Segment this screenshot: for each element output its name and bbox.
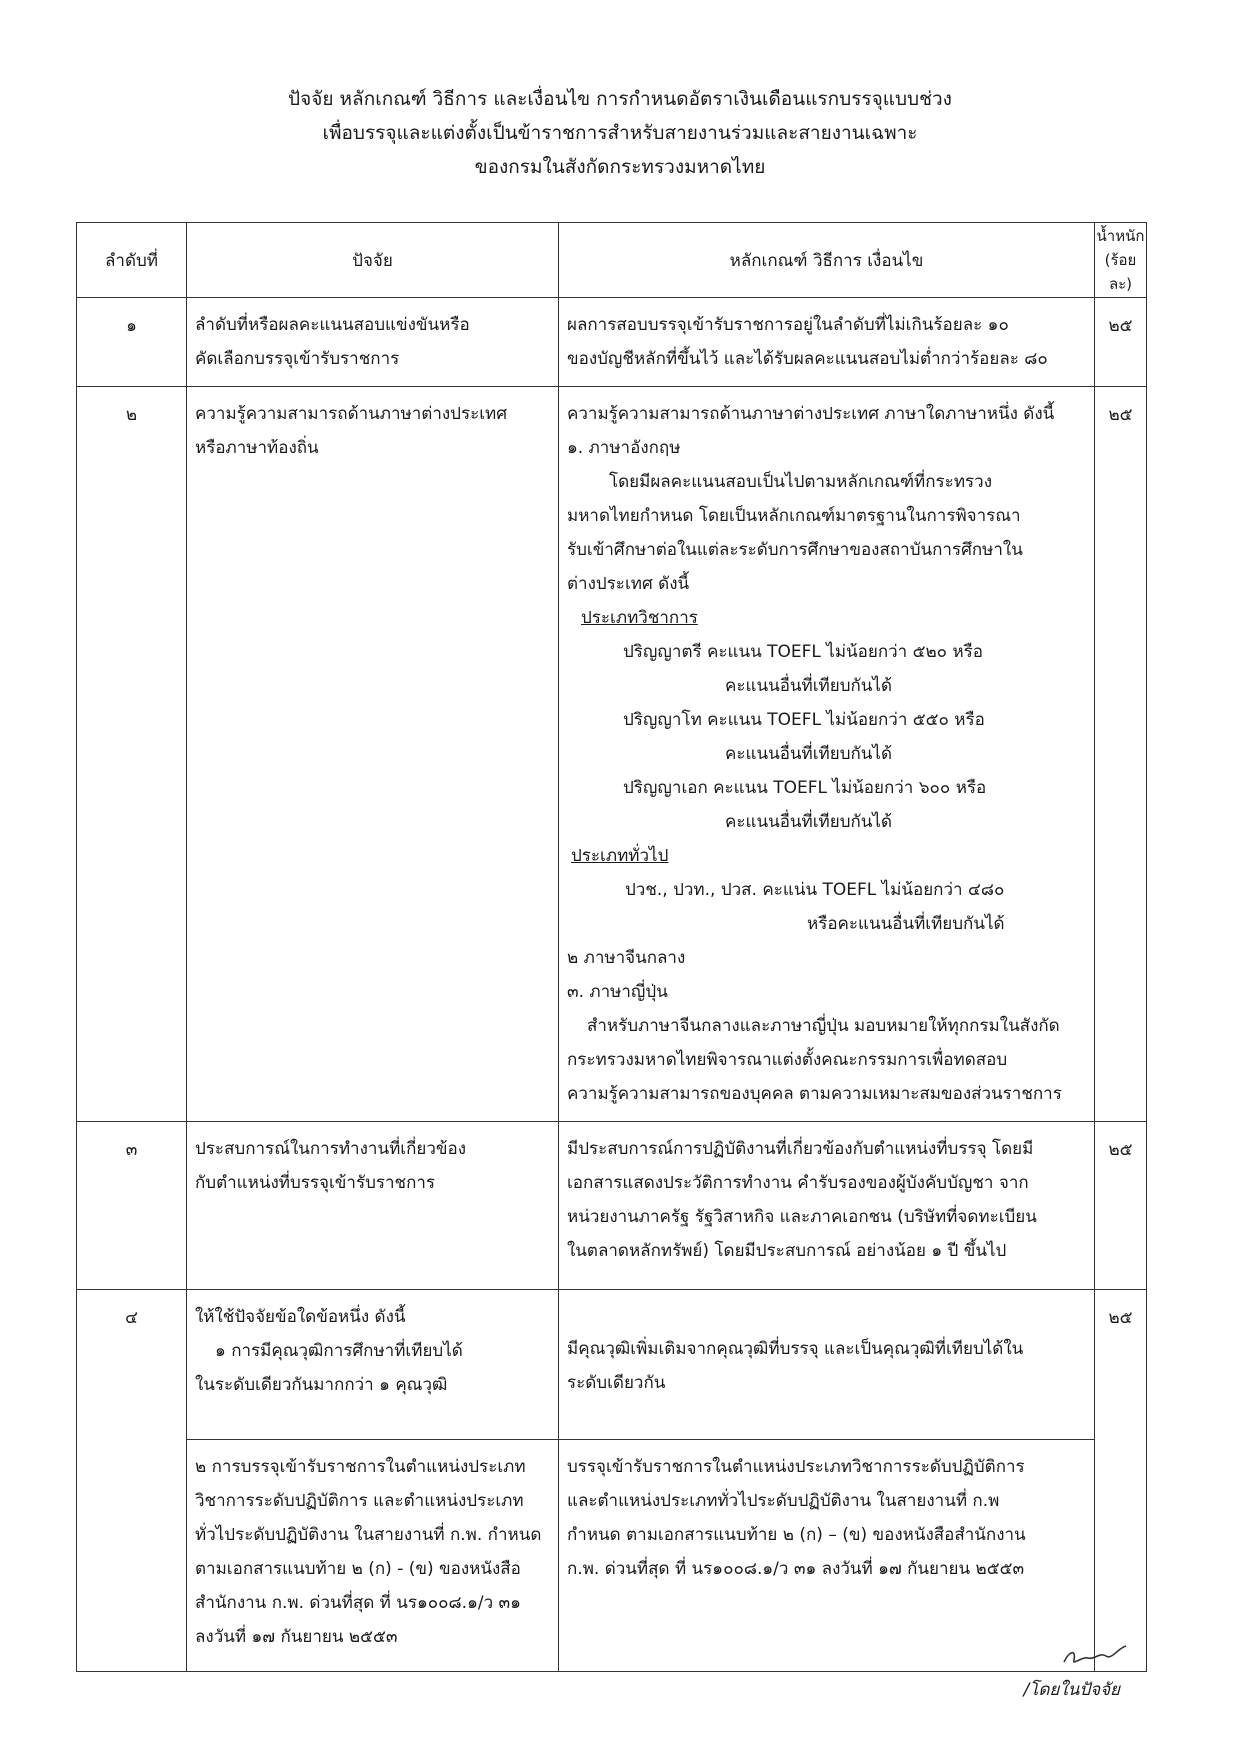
header-no: ลำดับที่ bbox=[77, 223, 187, 298]
row-number: ๒ bbox=[77, 387, 187, 1122]
title-line-1: ปัจจัย หลักเกณฑ์ วิธีการ และเงื่อนไข การกำหนดอัตราเงินเดือนแรกบรรจุแบบช่วง bbox=[288, 88, 952, 110]
row-factor: ให้ใช้ปัจจัยข้อใดข้อหนึ่ง ดังนี้ ๑ การมีคุณวุฒิการศึกษาที่เทียบได้ ในระดับเดียวกันมากกว่า ๑ คุณวุฒิ bbox=[187, 1290, 559, 1440]
row-sub-criteria: บรรจุเข้ารับราชการในตำแหน่งประเภทวิชาการระดับปฏิบัติการ และตำแหน่งประเภททั่วไประดับปฏิบัติงาน ในสายงานที่ ก.พ กำหนด ตามเอกสารแนบท้าย ๒ (ก) – (ข) ของหนังสือสำนักงาน ก.พ. ด่วนที่สุด ที่ นร๑๐๐๘.๑/ว ๓๑ ลงวันที่ ๑๗ กันยายน ๒๕๕๓ bbox=[559, 1440, 1095, 1672]
header-weight: น้ำหนัก (ร้อยละ) bbox=[1095, 223, 1147, 298]
row-weight: ๒๕ bbox=[1095, 387, 1147, 1122]
row-weight: ๒๕ bbox=[1095, 298, 1147, 387]
row-factor: ลำดับที่หรือผลคะแนนสอบแข่งขันหรือ คัดเลือกบรรจุเข้ารับราชการ bbox=[187, 298, 559, 387]
header-factor: ปัจจัย bbox=[187, 223, 559, 298]
criteria-table bbox=[76, 222, 1147, 1672]
row-sub-factor: ๒ การบรรจุเข้ารับราชการในตำแหน่งประเภท วิชาการระดับปฏิบัติการ และตำแหน่งประเภท ทั่วไประดับปฏิบัติงาน ในสายงานที่ ก.พ. กำหนด ตามเอกสารแนบท้าย ๒ (ก) - (ข) ของหนังสือ สำนักงาน ก.พ. ด่วนที่สุด ที่ นร๑๐๐๘.๑/ว ๓๑ ลงวันที่ ๑๗ กันยายน ๒๕๕๓ bbox=[187, 1440, 559, 1672]
row-criteria: มีประสบการณ์การปฏิบัติงานที่เกี่ยวข้องกับตำแหน่งที่บรรจุ โดยมี เอกสารแสดงประวัติการทำงาน คำรับรองของผู้บังคับบัญชา จาก หน่วยงานภาครัฐ รัฐวิสาหกิจ และภาคเอกชน (บริษัทที่จดทะเบียน ในตลาดหลักทรัพย์) โดยมีประสบการณ์ อย่างน้อย ๑ ปี ขึ้นไป bbox=[559, 1122, 1095, 1290]
document-title bbox=[0, 82, 1240, 184]
table-row bbox=[77, 1440, 1147, 1672]
header-criteria: หลักเกณฑ์ วิธีการ เงื่อนไข bbox=[559, 223, 1095, 298]
table-row bbox=[77, 387, 1147, 1122]
row-criteria: ความรู้ความสามารถด้านภาษาต่างประเทศ ภาษาใดภาษาหนึ่ง ดังนี้ ๑. ภาษาอังกฤษ โดยมีผลคะแนนสอบเป็นไปตามหลักเกณฑ์ที่กระทรวง มหาดไทยกำหนด โดยเป็นหลักเกณฑ์มาตรฐานในการพิจารณา รับเข้าศึกษาต่อในแต่ละระดับการศึกษาของสถาบันการศึกษาใน ต่างประเทศ ดังนี้ ประเภทวิชาการ ปริญญาตรี คะแนน TOEFL ไม่น้อยกว่า ๕๒๐ หรือ คะแนนอื่นที่เทียบกันได้ ปริญญาโท คะแนน TOEFL ไม่น้อยกว่า ๕๕๐ หรือ คะแนนอื่นที่เทียบกันได้ ปริญญาเอก คะแนน TOEFL ไม่น้อยกว่า ๖๐๐ หรือ คะแนนอื่นที่เทียบกันได้ ประเภททั่วไป ปวช., ปวท., ปวส. คะแน่น TOEFL ไม่น้อยกว่า ๔๘๐ หรือคะแนนอื่นที่เทียบกันได้ ๒ ภาษาจีนกลาง ๓. ภาษาญี่ปุ่น สำหรับภาษาจีนกลางและภาษาญี่ปุ่น มอบหมายให้ทุกกรมในสังกัด กระทรวงมหาดไทยพิจารณาแต่งตั้งคณะกรรมการเพื่อทดสอบ ความรู้ความสามารถของบุคคล ตามความเหมาะสมของส่วนราชการ bbox=[559, 387, 1095, 1122]
signature-mark bbox=[1060, 1642, 1130, 1670]
continuation-note: /โดยในปัจจัย bbox=[1023, 1680, 1120, 1700]
title-line-3: ของกรมในสังกัดกระทรวงมหาดไทย bbox=[474, 156, 766, 178]
row-factor: ความรู้ความสามารถด้านภาษาต่างประเทศ หรือภาษาท้องถิ่น bbox=[187, 387, 559, 1122]
table-row bbox=[77, 1122, 1147, 1290]
academic-heading: ประเภทวิชาการ bbox=[581, 608, 698, 628]
row-criteria: ผลการสอบบรรจุเข้ารับราชการอยู่ในลำดับที่ไม่เกินร้อยละ ๑๐ ของบัญชีหลักที่ขึ้นไว้ และได้รับผลคะแนนสอบไม่ต่ำกว่าร้อยละ ๘๐ bbox=[559, 298, 1095, 387]
title-line-2: เพื่อบรรจุและแต่งตั้งเป็นข้าราชการสำหรับสายงานร่วมและสายงานเฉพาะ bbox=[322, 122, 918, 144]
table-header-row bbox=[77, 223, 1147, 298]
row-number: ๓ bbox=[77, 1122, 187, 1290]
row-weight: ๒๕ bbox=[1095, 1122, 1147, 1290]
row-factor: ประสบการณ์ในการทำงานที่เกี่ยวข้อง กับตำแหน่งที่บรรจุเข้ารับราชการ bbox=[187, 1122, 559, 1290]
general-heading: ประเภททั่วไป bbox=[571, 846, 669, 866]
row-number: ๑ bbox=[77, 298, 187, 387]
row-weight: ๒๕ bbox=[1095, 1290, 1147, 1672]
table-row bbox=[77, 298, 1147, 387]
row-criteria: มีคุณวุฒิเพิ่มเติมจากคุณวุฒิที่บรรจุ และเป็นคุณวุฒิที่เทียบได้ใน ระดับเดียวกัน bbox=[559, 1290, 1095, 1440]
table-row bbox=[77, 1290, 1147, 1440]
row-number: ๔ bbox=[77, 1290, 187, 1672]
